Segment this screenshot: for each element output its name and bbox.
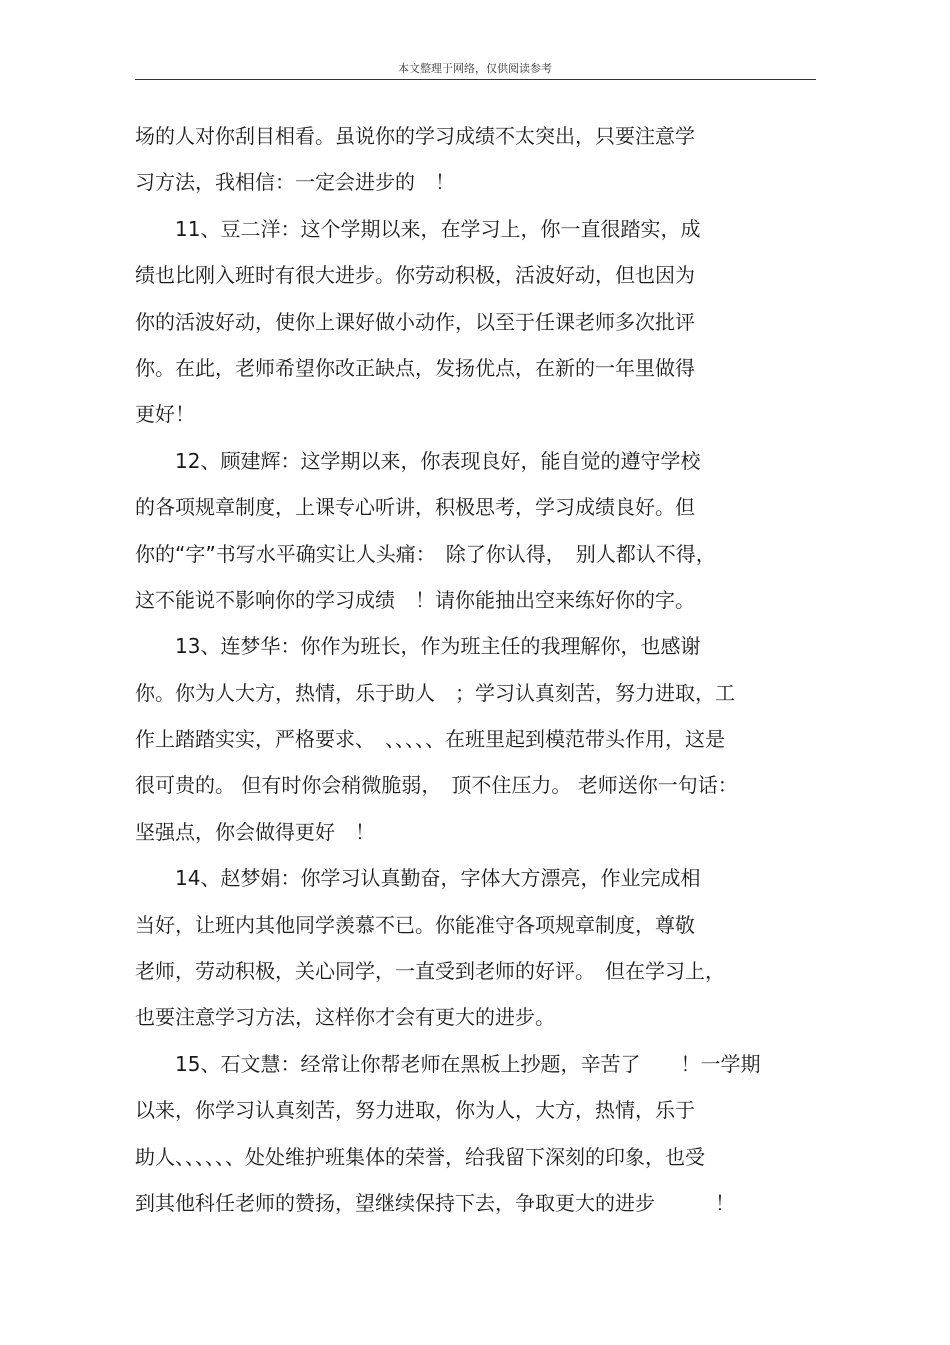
text-line: 的各项规章制度，上课专心听讲，积极思考，学习成绩良好。但 xyxy=(135,495,695,520)
text-line: 也要注意学习方法，这样你才会有更大的进步。 xyxy=(135,1005,555,1030)
text-line: 11、豆二洋：这个学期以来，在学习上，你一直很踏实，成 xyxy=(135,216,701,241)
text-line: 你的“字”书写水平确实让人头痛： 除了你认得， 别人都认不得， xyxy=(135,541,716,566)
text-line: 作上踏踏实实，严格要求、 、、、、、在班里起到模范带头作用，这是 xyxy=(135,727,725,752)
text-line: 坚强点，你会做得更好 ！ xyxy=(135,819,375,844)
text-line: 13、连梦华：你作为班长，作为班主任的我理解你，也感谢 xyxy=(135,634,701,659)
document-body xyxy=(135,113,825,1226)
text-line: 更好！ xyxy=(135,402,195,427)
text-line: 以来，你学习认真刻苦，努力进取，你为人，大方，热情，乐于 xyxy=(135,1098,695,1123)
text-line: 到其他科任老师的赞扬，望继续保持下去，争取更大的进步 ！ xyxy=(135,1190,735,1215)
page-header: 本文整理于网络，仅供阅读参考 xyxy=(398,62,552,75)
text-line: 老师，劳动积极，关心同学，一直受到老师的好评。 但在学习上， xyxy=(135,959,725,984)
text-line: 你。你为人大方，热情，乐于助人 ；学习认真刻苦，努力进取，工 xyxy=(135,680,735,705)
text-line: 绩也比刚入班时有很大进步。你劳动积极，活波好动，但也因为 xyxy=(135,263,695,288)
text-line: 这不能说不影响你的学习成绩 ！请你能抽出空来练好你的字。 xyxy=(135,587,695,612)
text-line: 你。在此，老师希望你改正缺点，发扬优点，在新的一年里做得 xyxy=(135,355,695,380)
text-line: 12、顾建辉：这学期以来，你表现良好，能自觉的遵守学校 xyxy=(135,448,701,473)
text-line: 场的人对你刮目相看。虽说你的学习成绩不太突出，只要注意学 xyxy=(135,124,695,148)
text-line: 你的活波好动，使你上课好做小动作，以至于任课老师多次批评 xyxy=(135,309,695,334)
text-line: 14、赵梦娟：你学习认真勤奋，字体大方漂亮，作业完成相 xyxy=(135,866,701,891)
text-line: 15、石文慧：经常让你帮老师在黑板上抄题，辛苦了 ！一学期 xyxy=(135,1051,761,1076)
header-divider xyxy=(135,79,816,80)
text-line: 很可贵的。 但有时你会稍微脆弱， 顶不住压力。 老师送你一句话： xyxy=(135,773,738,798)
text-line: 助人、、、、、、处处维护班集体的荣誉，给我留下深刻的印象，也受 xyxy=(135,1144,705,1169)
text-line: 习方法，我相信：一定会进步的 ！ xyxy=(135,170,455,195)
text-line: 当好，让班内其他同学羡慕不已。你能准守各项规章制度，尊敬 xyxy=(135,912,695,937)
